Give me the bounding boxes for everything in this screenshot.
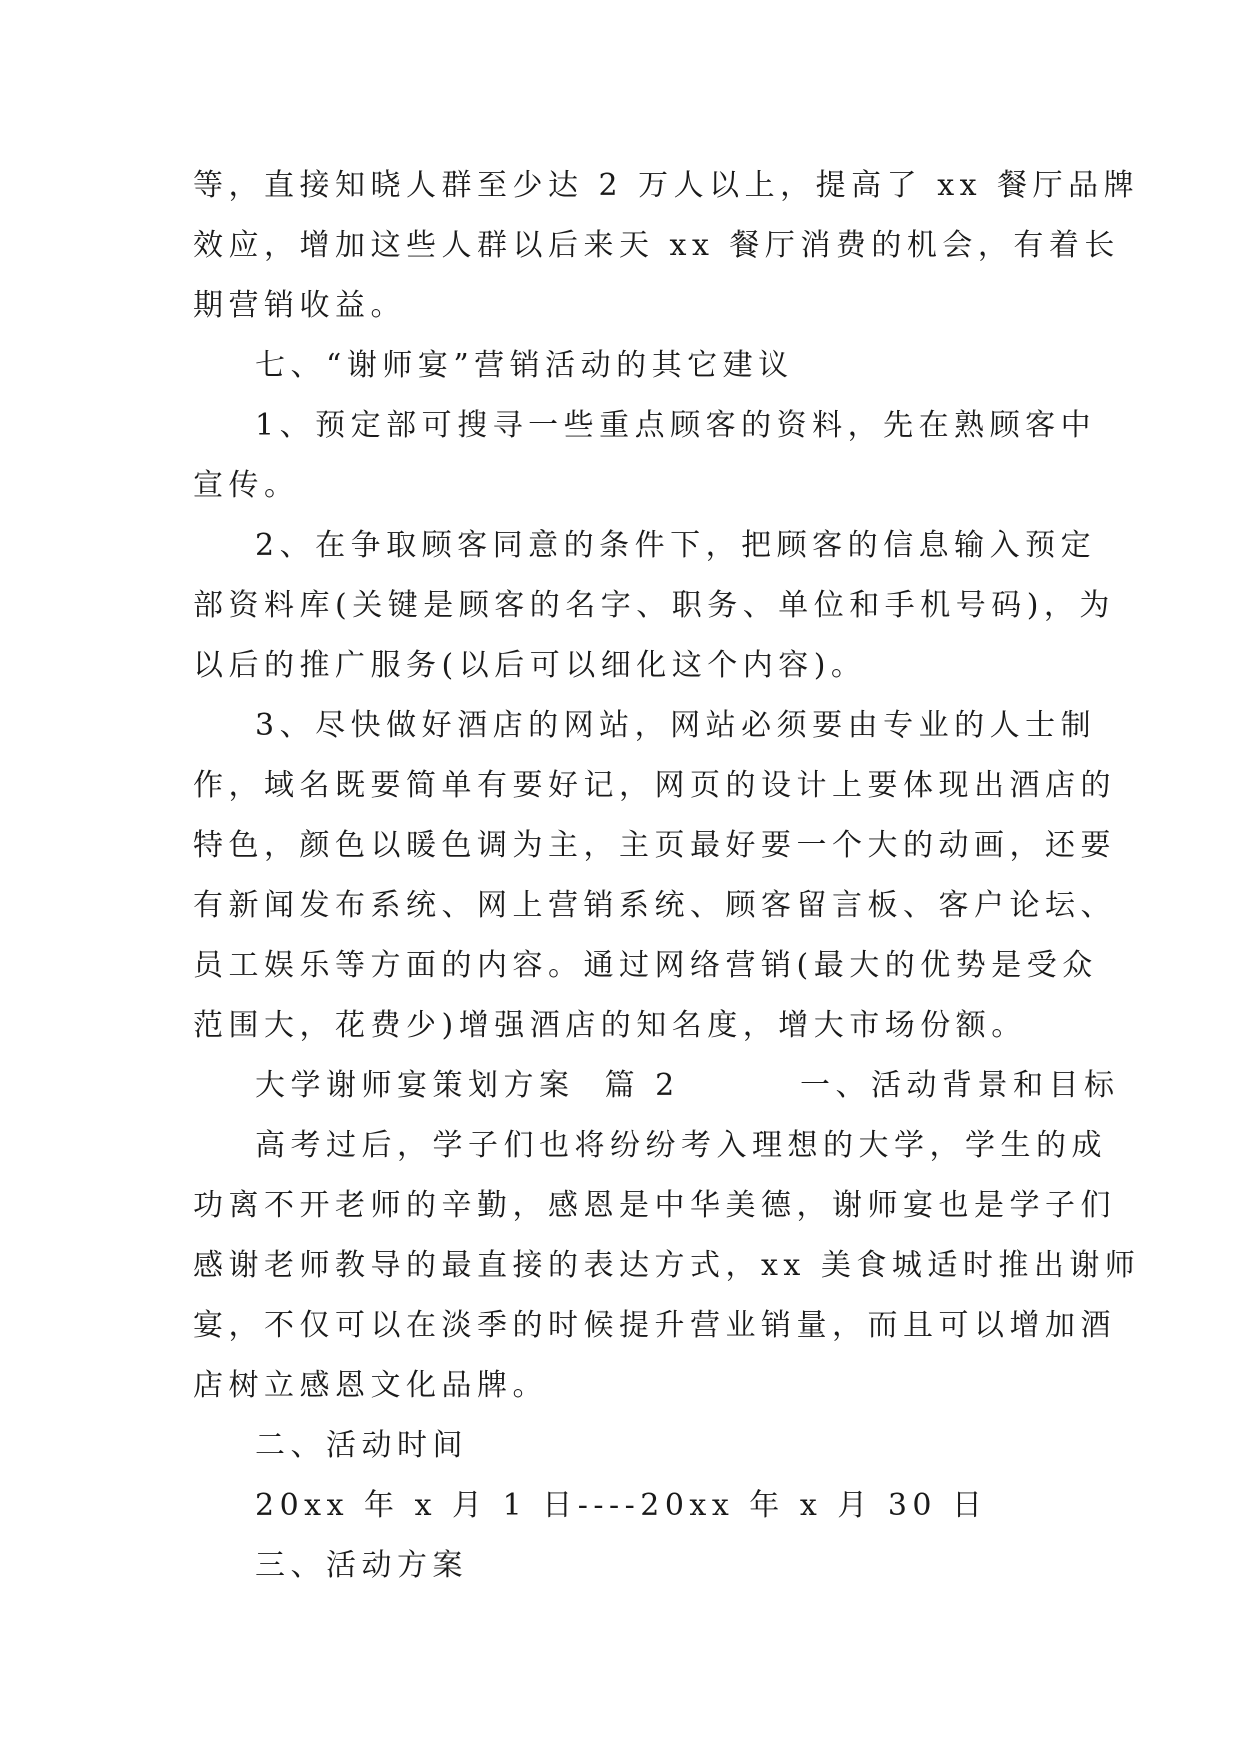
paragraph-line: 1、预定部可搜寻一些重点顾客的资料，先在熟顾客中 bbox=[255, 408, 1097, 443]
paragraph-line: 以后的推广服务(以后可以细化这个内容)。 bbox=[193, 648, 867, 683]
paragraph-line: 范围大，花费少)增强酒店的知名度，增大市场份额。 bbox=[193, 1008, 1027, 1043]
document-body bbox=[193, 156, 1141, 1596]
paragraph-line: 3、尽快做好酒店的网站，网站必须要由专业的人士制 bbox=[255, 708, 1097, 743]
paragraph-line: 员工娱乐等方面的内容。通过网络营销(最大的优势是受众 bbox=[193, 948, 1098, 983]
section-heading: 七、“谢师宴”营销活动的其它建议 bbox=[255, 348, 794, 383]
paragraph-line: 宣传。 bbox=[193, 468, 300, 503]
paragraph-line: 高考过后，学子们也将纷纷考入理想的大学，学生的成 bbox=[255, 1128, 1107, 1163]
paragraph-line: 宴，不仅可以在淡季的时候提升营业销量，而且可以增加酒 bbox=[193, 1308, 1116, 1343]
paragraph-line: 感谢老师教导的最直接的表达方式，xx 美食城适时推出谢师 bbox=[193, 1248, 1141, 1283]
section-heading: 二、活动时间 bbox=[255, 1428, 468, 1463]
section-heading: 大学谢师宴策划方案 篇 2 一、活动背景和目标 bbox=[255, 1068, 1120, 1103]
paragraph-line: 效应，增加这些人群以后来天 xx 餐厅消费的机会，有着长 bbox=[193, 228, 1120, 263]
paragraph-line: 作，域名既要简单有要好记，网页的设计上要体现出酒店的 bbox=[193, 768, 1116, 803]
paragraph-line: 店树立感恩文化品牌。 bbox=[193, 1368, 548, 1403]
paragraph-line: 功离不开老师的辛勤，感恩是中华美德，谢师宴也是学子们 bbox=[193, 1188, 1116, 1223]
paragraph-line: 特色，颜色以暖色调为主，主页最好要一个大的动画，还要 bbox=[193, 828, 1116, 863]
paragraph-line: 部资料库(关键是顾客的名字、职务、单位和手机号码)，为 bbox=[193, 588, 1115, 623]
paragraph-line: 期营销收益。 bbox=[193, 288, 406, 323]
paragraph-line: 2、在争取顾客同意的条件下，把顾客的信息输入预定 bbox=[255, 528, 1097, 563]
paragraph-line: 20xx 年 x 月 1 日----20xx 年 x 月 30 日 bbox=[255, 1488, 988, 1523]
paragraph-line: 有新闻发布系统、网上营销系统、顾客留言板、客户论坛、 bbox=[193, 888, 1116, 923]
section-heading: 三、活动方案 bbox=[255, 1548, 468, 1583]
paragraph-line: 等，直接知晓人群至少达 2 万人以上，提高了 xx 餐厅品牌 bbox=[193, 168, 1140, 203]
